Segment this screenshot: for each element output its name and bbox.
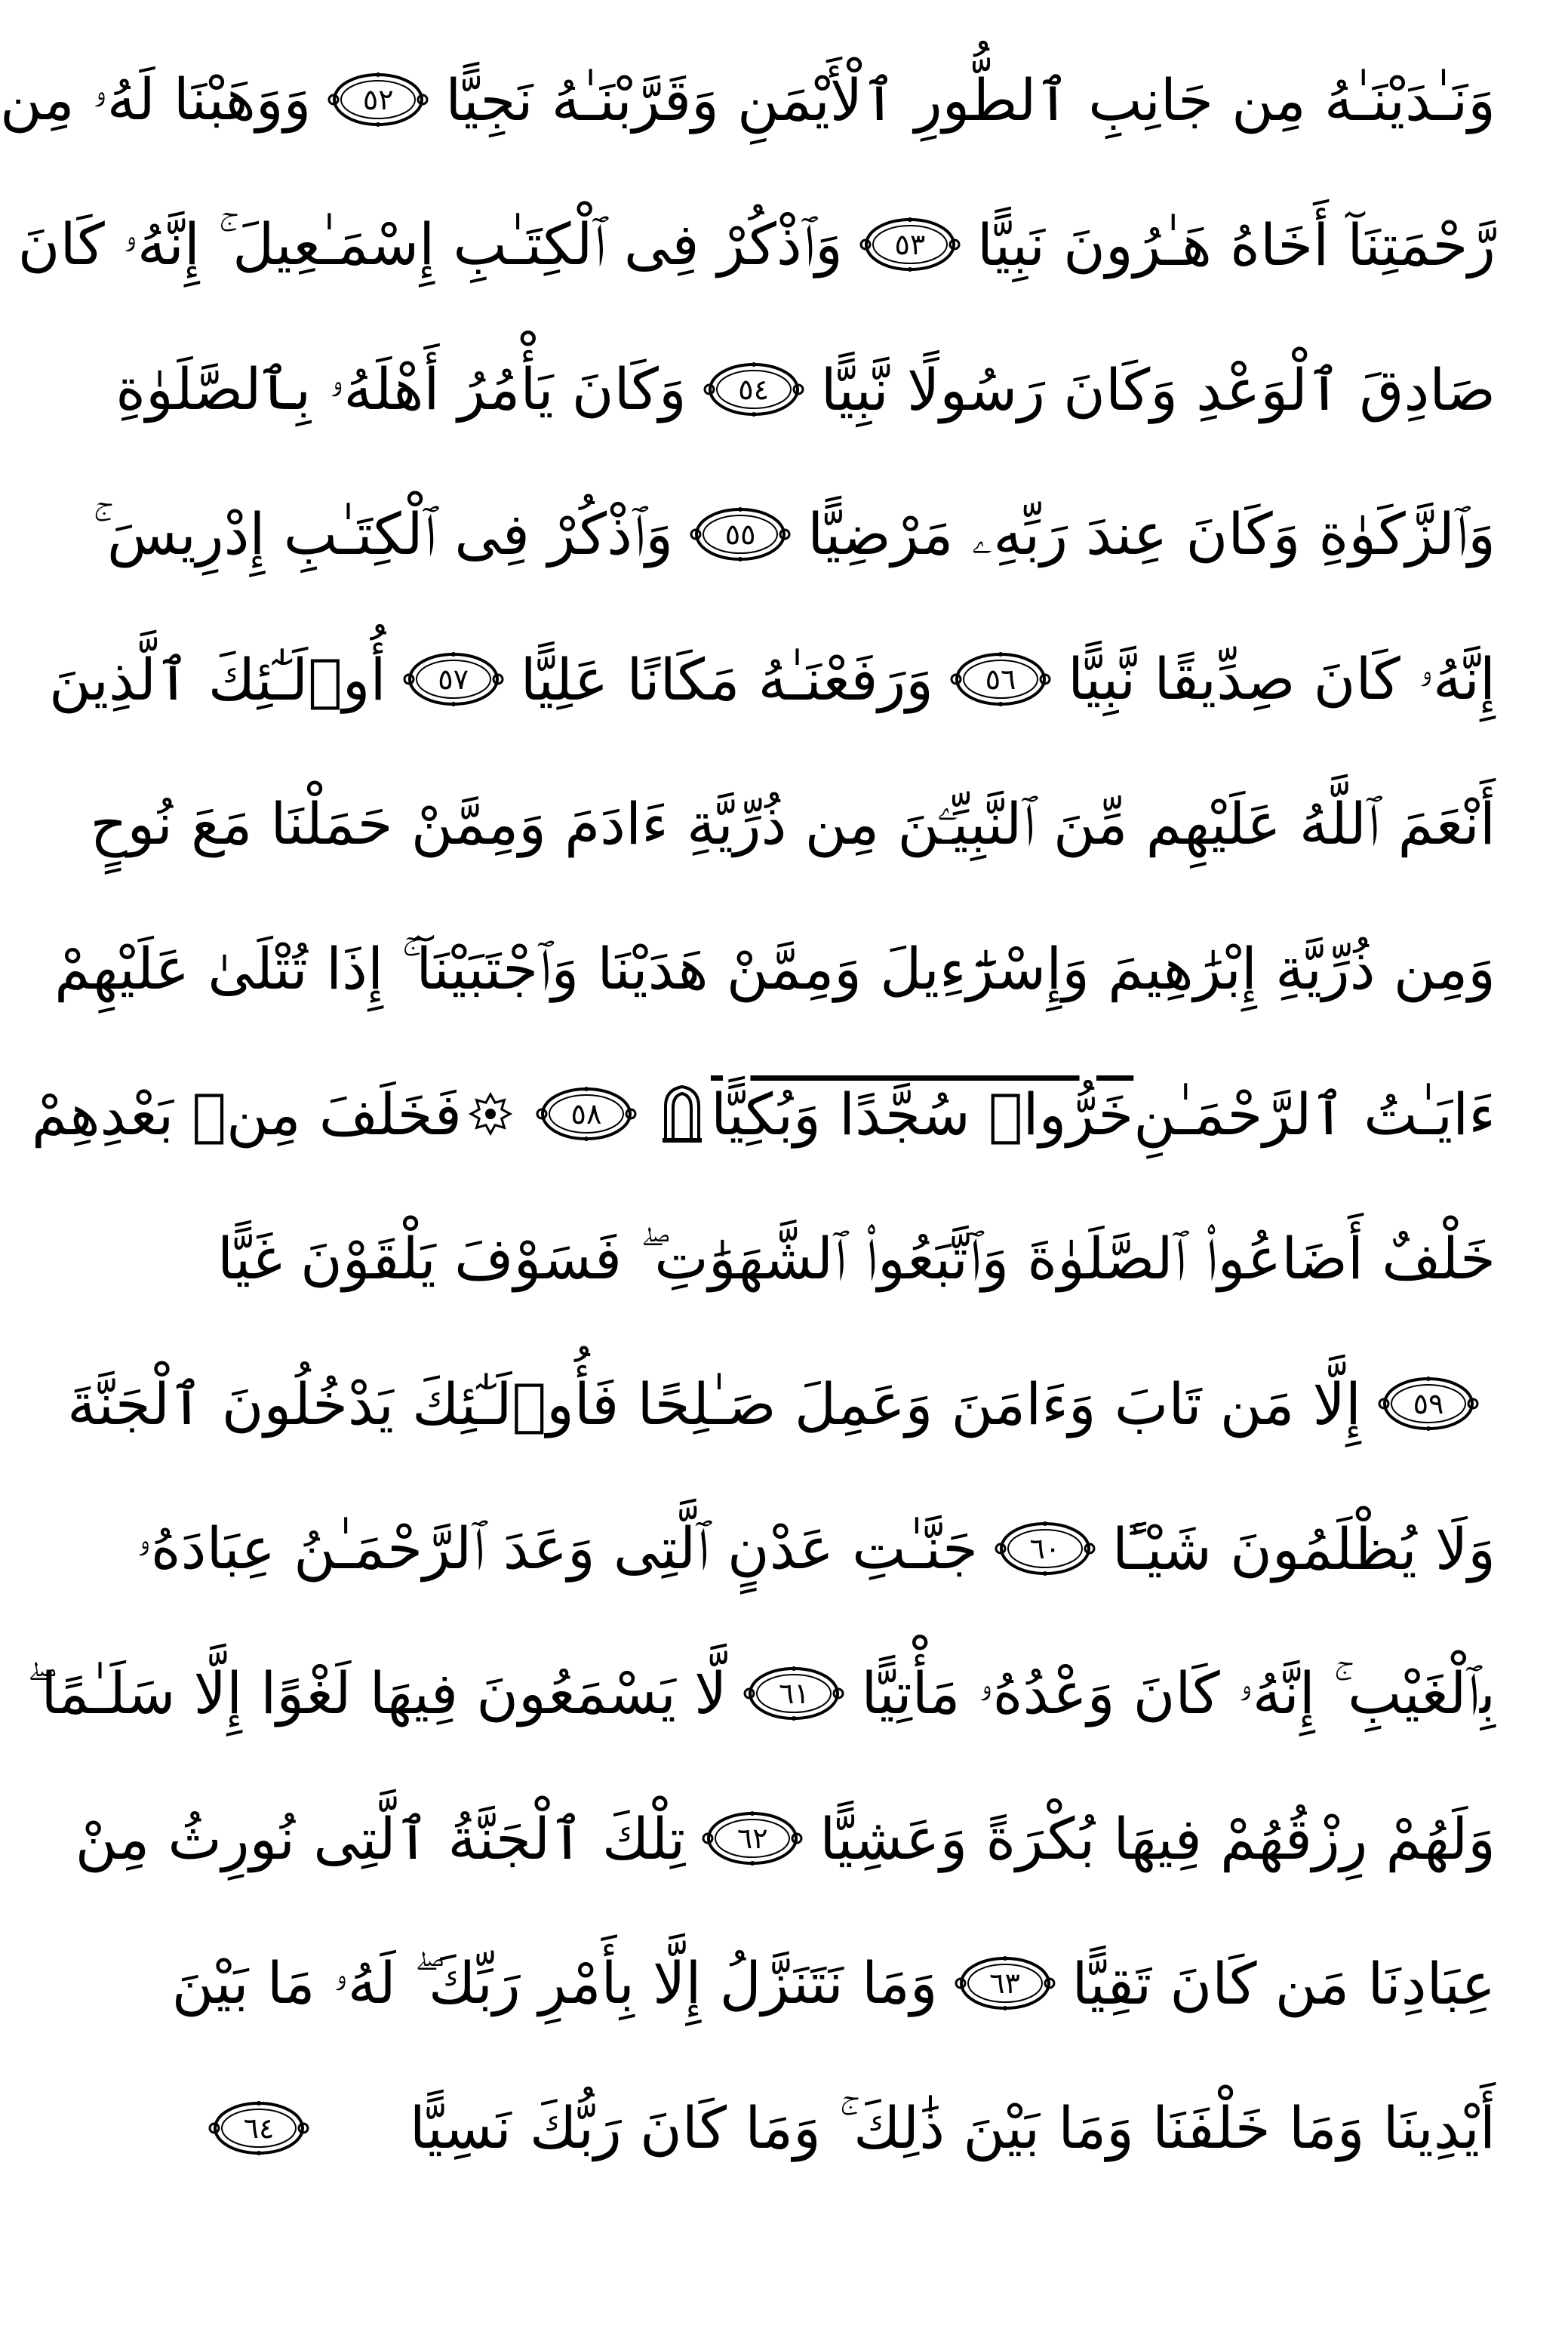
ayah-number: ٥٦: [985, 663, 1016, 696]
verse-text: إِلَّا مَن تَابَ وَءَامَنَ وَعَمِلَ صَـٰلِحًا فَأُو۟لَـٰٓئِكَ يَدْخُلُونَ ٱلْجَنَّةَ: [67, 1370, 1361, 1438]
verse-text: لَّا يَسْمَعُونَ فِيهَا لَغْوًا إِلَّا سَلَـٰمًا ۖ: [26, 1659, 727, 1727]
text-line: [26, 1621, 1496, 1766]
hizb-star-icon: [468, 1084, 513, 1144]
ayah-number: ٥٣: [894, 228, 926, 261]
verse-text: جَنَّـٰتِ عَدْنٍ ٱلَّتِى وَعَدَ ٱلرَّحْمَـٰنُ عِبَادَهُۥ: [136, 1514, 978, 1582]
text-line: [49, 607, 1496, 752]
ayah-number: ٦٤: [243, 2112, 275, 2145]
verse-text: فَخَلَفَ مِنۢ بَعْدِهِمْ: [31, 1080, 462, 1148]
ayah-number: ٦٣: [989, 1967, 1020, 2000]
ayah-number: ٥٩: [1413, 1387, 1444, 1420]
verse-text: وَٱذْكُرْ فِى ٱلْكِتَـٰبِ إِدْرِيسَ ۚ: [92, 500, 674, 568]
text-line: [136, 1476, 1496, 1621]
verse-text: عِبَادِنَا مَن كَانَ تَقِيًّا: [1071, 1949, 1496, 2017]
ayah-number: ٥٨: [570, 1097, 602, 1130]
sajda-overlined-text: خَرُّوا۟ سُجَّدًا وَبُكِيًّا: [710, 1080, 1134, 1148]
ayah-number-marker: [944, 648, 1057, 711]
text-line: [31, 1041, 1496, 1186]
ayah-number-marker: [1372, 1372, 1485, 1435]
text-line: [92, 462, 1496, 607]
hizb-sign: [468, 1084, 513, 1144]
ayah-number: ٦٢: [736, 1822, 768, 1855]
verse-text: أَيْدِينَا وَمَا خَلْفَنَا وَمَا بَيْنَ ذَٰلِكَ ۚ وَمَا كَانَ رَبُّكَ نَسِيًّا: [409, 2093, 1496, 2161]
verse-text: بِٱلْغَيْبِ ۚ إِنَّهُۥ كَانَ وَعْدُهُۥ مَأْتِيًّا: [861, 1659, 1496, 1727]
ayah-number: ٥٧: [438, 663, 469, 696]
verse-text: ءَايَـٰتُ ٱلرَّحْمَـٰنِ: [1133, 1080, 1496, 1148]
text-line: [192, 2056, 1496, 2201]
verse-text: وَٱلزَّكَوٰةِ وَكَانَ عِندَ رَبِّهِۦ مَرْضِيًّا: [807, 500, 1496, 568]
ayah-number: ٥٥: [724, 518, 756, 551]
verse-text: صَادِقَ ٱلْوَعْدِ وَكَانَ رَسُولًا نَّبِيًّا: [820, 355, 1496, 423]
ayah-number-marker: [697, 358, 810, 421]
sajda-sign: [659, 1084, 705, 1144]
text-line: [192, 1186, 1496, 1331]
verse-text: وَلَهُمْ رِزْقُهُمْ فِيهَا بُكْرَةً وَعَشِيًّا: [819, 1804, 1496, 1872]
verse-text: تِلْكَ ٱلْجَنَّةُ ٱلَّتِى نُورِثُ مِنْ: [75, 1804, 686, 1872]
verse-text: وَكَانَ يَأْمُرُ أَهْلَهُۥ بِٱلصَّلَوٰةِ: [115, 355, 687, 423]
text-line: [90, 752, 1496, 897]
text-line: [75, 1766, 1496, 1911]
ayah-number-marker: [321, 68, 435, 131]
ayah-number-marker: [684, 503, 797, 566]
ayah-number-marker: [948, 1952, 1062, 2015]
text-line: [17, 172, 1496, 317]
ayah-number: ٥٤: [738, 373, 770, 406]
ayah-number-marker: [737, 1662, 850, 1725]
verse-text: وَمَا نَتَنَزَّلُ إِلَّا بِأَمْرِ رَبِّكَ ۖ لَهُۥ مَا بَيْنَ: [171, 1949, 938, 2016]
verse-text: وَنَـٰدَيْنَـٰهُ مِن جَانِبِ ٱلطُّورِ ٱلْأَيْمَنِ وَقَرَّبْنَـٰهُ نَجِيًّا: [445, 66, 1496, 134]
text-line: [171, 1911, 1496, 2056]
ayah-number-marker: [397, 648, 510, 711]
text-line: [0, 27, 1496, 172]
ayah-number-marker: [202, 2096, 315, 2160]
sajda-mihrab-icon: [659, 1084, 705, 1144]
verse-text: إِنَّهُۥ كَانَ صِدِّيقًا نَّبِيًّا: [1068, 644, 1496, 712]
verse-text: أَنْعَمَ ٱللَّهُ عَلَيْهِم مِّنَ ٱلنَّبِيِّـۧنَ مِن ذُرِّيَّةِ ءَادَمَ وَمِمَّنْ حَمَلْنَا مَعَ نُوحٍ: [90, 789, 1496, 857]
text-line: [67, 1331, 1496, 1476]
verse-text: وَرَفَعْنَـٰهُ مَكَانًا عَلِيًّا: [520, 645, 933, 713]
verse-text: وَٱذْكُرْ فِى ٱلْكِتَـٰبِ إِسْمَـٰعِيلَ ۚ إِنَّهُۥ كَانَ: [17, 210, 843, 278]
ayah-number-marker: [988, 1517, 1102, 1580]
verse-text: وَمِن ذُرِّيَّةِ إِبْرَٰهِيمَ وَإِسْرَٰٓءِيلَ وَمِمَّنْ هَدَيْنَا وَٱجْتَبَيْنَآ ۚ إِذَا تُتْلَىٰ عَلَيْهِمْ: [54, 934, 1496, 1002]
verse-text: رَّحْمَتِنَآ أَخَاهُ هَـٰرُونَ نَبِيًّا: [976, 211, 1496, 278]
verse-text: وَلَا يُظْلَمُونَ شَيْـًٔا: [1111, 1515, 1496, 1583]
ayah-number-marker: [853, 213, 967, 276]
ayah-number-marker: [530, 1082, 643, 1146]
text-line: [115, 317, 1496, 462]
ayah-number: ٦٠: [1029, 1532, 1061, 1565]
verse-text: أُو۟لَـٰٓئِكَ ٱلَّذِينَ: [49, 645, 386, 713]
ayah-number: ٦١: [778, 1677, 810, 1710]
verse-text: خَلْفٌ أَضَاعُوا۟ ٱلصَّلَوٰةَ وَٱتَّبَعُوا۟ ٱلشَّهَوَٰتِ ۖ فَسَوْفَ يَلْقَوْنَ غَيًّا: [217, 1224, 1496, 1292]
verse-text: وَوَهَبْنَا لَهُۥ مِن: [0, 65, 312, 133]
ayah-number: ٥٢: [362, 83, 394, 116]
ayah-number-marker: [696, 1807, 809, 1870]
text-line: [54, 897, 1496, 1041]
